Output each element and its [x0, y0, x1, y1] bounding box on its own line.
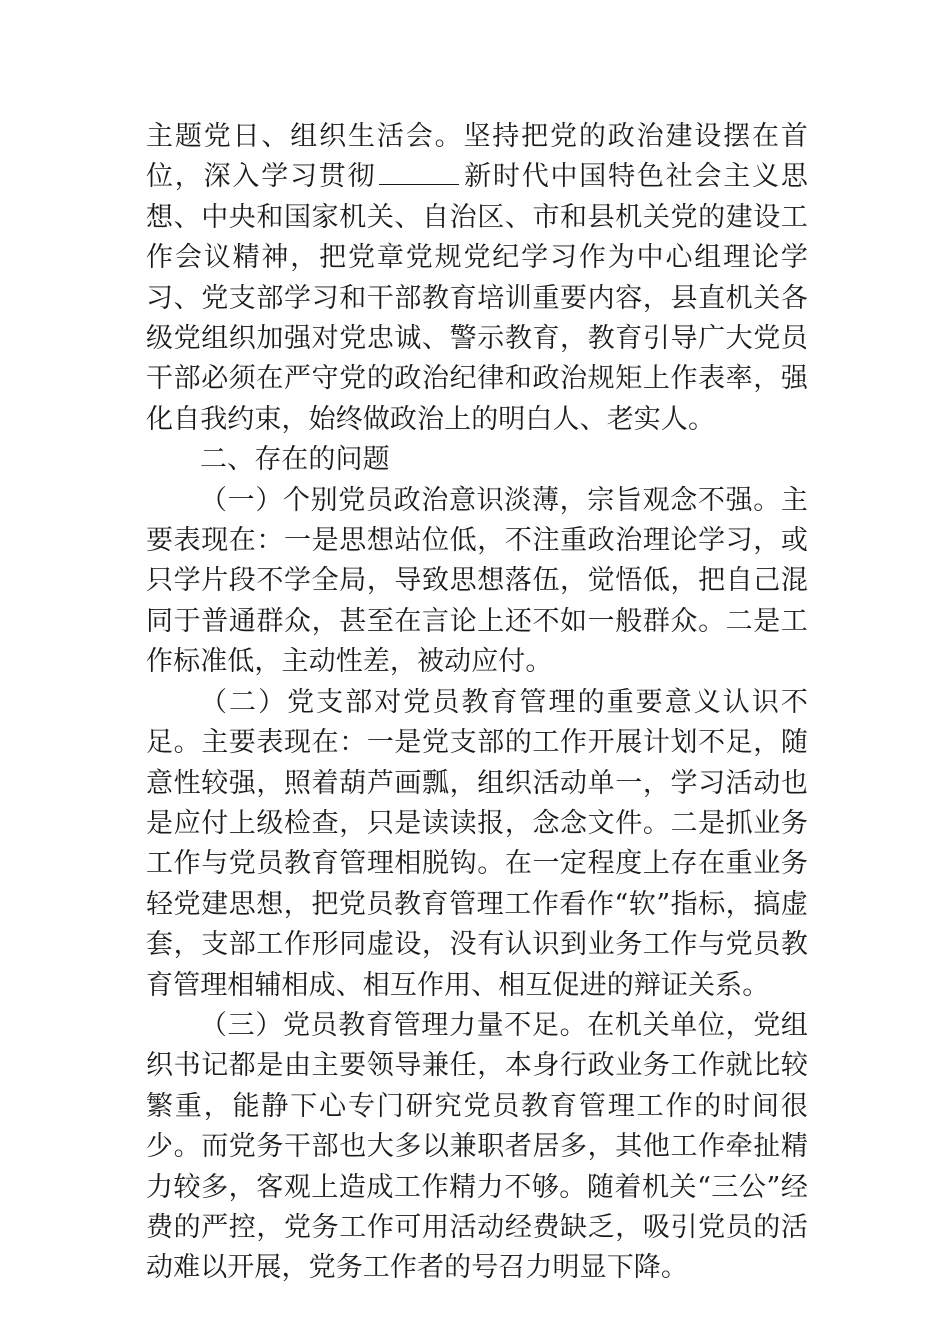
paragraph-problem-2: （二）党支部对党员教育管理的重要意义认识不足。主要表现在：一是党支部的工作开展计划不足，随意性较强，照着葫芦画瓢，组织活动单一，学习活动也是应付上级检查，只是读读报，念念文件。二是抓业务工作与党员教育管理相脱钩。在一定程度上存在重业务轻党建思想，把党员教育管理工作看作“软”指标，搞虚套，支部工作形同虚设，没有认识到业务工作与党员教育管理相辅相成、相互作用、相互促进的辩证关系。: [146, 686, 808, 1001]
paragraph-problem-1: （一）个别党员政治意识淡薄，宗旨观念不强。主要表现在：一是思想站位低，不注重政治理论学习，或只学片段不学全局，导致思想落伍，觉悟低，把自己混同于普通群众，甚至在言论上还不如一般群众。二是工作标准低，主动性差，被动应付。: [146, 484, 808, 678]
paragraph-text-after-blank: 新时代中国特色社会主义思想、中央和国家机关、自治区、市和县机关党的建设工作会议精神，把党章党规党纪学习作为中心组理论学习、党支部学习和干部教育培训重要内容，县直机关各级党组织加强对党忠诚、警示教育，教育引导广大党员干部必须在严守党的政治纪律和政治规矩上作表率，强化自我约束，始终做政治上的明白人、老实人。: [146, 161, 808, 435]
section-heading-problems: 二、存在的问题: [200, 444, 390, 476]
fill-in-blank: [379, 160, 459, 185]
paragraph-party-building: [146, 117, 808, 440]
document-body: [146, 117, 808, 1289]
paragraph-problem-3: （三）党员教育管理力量不足。在机关单位，党组织书记都是由主要领导兼任，本身行政业务工作就比较繁重，能静下心专门研究党员教育管理工作的时间很少。而党务干部也大多以兼职者居多，其他工作牵扯精力较多，客观上造成工作精力不够。随着机关“三公”经费的严控，党务工作可用活动经费缺乏，吸引党员的活动难以开展，党务工作者的号召力明显下降。: [146, 1009, 808, 1284]
paragraph-text-before-blank: 主题党日、组织生活会。坚持把党的政治建设摆在首位，深入学习贯彻: [146, 121, 808, 193]
